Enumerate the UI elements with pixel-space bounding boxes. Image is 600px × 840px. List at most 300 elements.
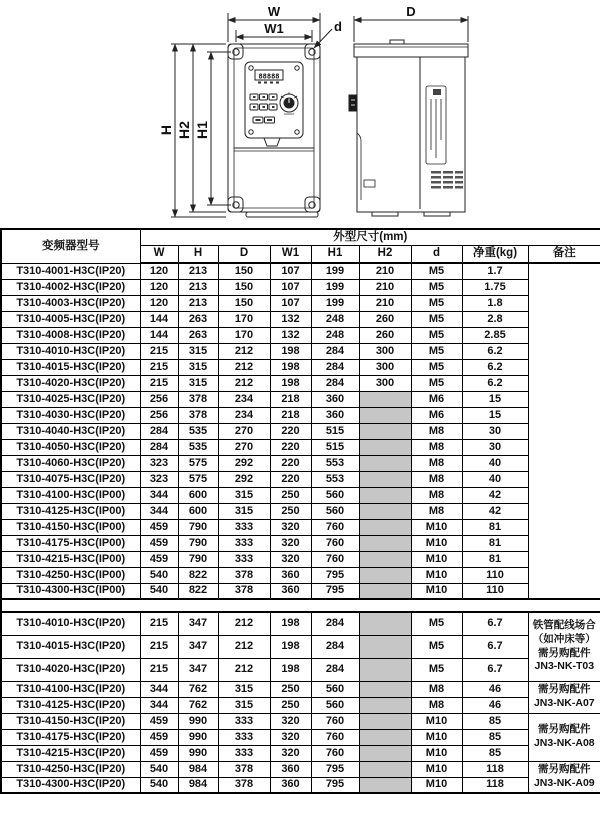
dim-label-h1: H1 xyxy=(194,121,210,139)
dim-cell: 213 xyxy=(178,279,218,295)
table-row xyxy=(1,697,600,713)
dim-cell: 762 xyxy=(178,697,218,713)
table-row xyxy=(1,423,600,439)
dim-cell: 212 xyxy=(218,635,270,658)
dim-cell: 199 xyxy=(311,263,359,279)
dim-cell: 212 xyxy=(218,612,270,635)
h2-blank-cell xyxy=(359,471,411,487)
dim-cell: 263 xyxy=(178,311,218,327)
drawing-svg xyxy=(0,0,600,228)
h2-blank-cell xyxy=(359,535,411,551)
dim-cell: 990 xyxy=(178,745,218,761)
bottom-foot xyxy=(246,212,318,217)
table-row xyxy=(1,407,600,423)
dim-cell: 260 xyxy=(359,327,411,343)
dim-cell: M10 xyxy=(411,551,462,567)
weight-cell: 118 xyxy=(462,761,528,777)
remark-cell: 需另购配件 JN3-NK-A07 xyxy=(528,681,600,713)
dim-cell: M8 xyxy=(411,681,462,697)
model-cell: T310-4175-H3C(IP20) xyxy=(1,729,140,745)
h2-blank-cell xyxy=(359,777,411,793)
dim-cell: M10 xyxy=(411,761,462,777)
weight-cell: 15 xyxy=(462,391,528,407)
weight-cell: 6.2 xyxy=(462,375,528,391)
model-cell: T310-4215-H3C(IP20) xyxy=(1,745,140,761)
dim-cell: 560 xyxy=(311,681,359,697)
dim-cell: 760 xyxy=(311,713,359,729)
dim-cell: 984 xyxy=(178,761,218,777)
dim-cell: 234 xyxy=(218,407,270,423)
dim-cell: 315 xyxy=(218,487,270,503)
weight-cell: 81 xyxy=(462,535,528,551)
weight-cell: 46 xyxy=(462,697,528,713)
dim-cell: M5 xyxy=(411,343,462,359)
model-cell: T310-4040-H3C(IP20) xyxy=(1,423,140,439)
dim-cell: 790 xyxy=(178,535,218,551)
dim-cell: 360 xyxy=(270,567,311,583)
model-cell: T310-4150-H3C(IP20) xyxy=(1,713,140,729)
h2-blank-cell xyxy=(359,439,411,455)
header-col-w: W xyxy=(140,246,178,264)
dim-cell: M5 xyxy=(411,295,462,311)
dim-cell: 284 xyxy=(311,359,359,375)
model-cell: T310-4002-H3C(IP20) xyxy=(1,279,140,295)
model-cell: T310-4005-H3C(IP20) xyxy=(1,311,140,327)
weight-cell: 1.7 xyxy=(462,263,528,279)
h2-blank-cell xyxy=(359,681,411,697)
table-row xyxy=(1,713,600,729)
dim-cell: 344 xyxy=(140,681,178,697)
dim-cell: 199 xyxy=(311,279,359,295)
dim-cell: 250 xyxy=(270,487,311,503)
dim-cell: 270 xyxy=(218,439,270,455)
weight-cell: 81 xyxy=(462,519,528,535)
weight-cell: 110 xyxy=(462,567,528,583)
h2-blank-cell xyxy=(359,519,411,535)
dim-cell: 212 xyxy=(218,343,270,359)
dim-cell: M6 xyxy=(411,391,462,407)
dim-cell: M6 xyxy=(411,407,462,423)
model-cell: T310-4075-H3C(IP20) xyxy=(1,471,140,487)
h2-blank-cell xyxy=(359,567,411,583)
weight-cell: 81 xyxy=(462,551,528,567)
dim-cell: 360 xyxy=(270,777,311,793)
dim-cell: 323 xyxy=(140,471,178,487)
table-row xyxy=(1,761,600,777)
dim-cell: 250 xyxy=(270,503,311,519)
model-cell: T310-4060-H3C(IP20) xyxy=(1,455,140,471)
table-row xyxy=(1,391,600,407)
weight-cell: 118 xyxy=(462,777,528,793)
dim-cell: 459 xyxy=(140,729,178,745)
dim-cell: 215 xyxy=(140,343,178,359)
dim-cell: M5 xyxy=(411,635,462,658)
model-cell: T310-4300-H3C(IP00) xyxy=(1,583,140,599)
dim-cell: 990 xyxy=(178,729,218,745)
weight-cell: 40 xyxy=(462,455,528,471)
dim-cell: M10 xyxy=(411,713,462,729)
dim-cell: 360 xyxy=(270,761,311,777)
dim-cell: M5 xyxy=(411,263,462,279)
dim-cell: 198 xyxy=(270,343,311,359)
dim-cell: 320 xyxy=(270,535,311,551)
dim-cell: 459 xyxy=(140,713,178,729)
dim-cell: 300 xyxy=(359,375,411,391)
h2-blank-cell xyxy=(359,729,411,745)
dim-cell: 198 xyxy=(270,612,311,635)
dim-label-depth: D xyxy=(406,4,416,19)
table-row xyxy=(1,279,600,295)
h2-blank-cell xyxy=(359,745,411,761)
dim-cell: 198 xyxy=(270,375,311,391)
header-col-h1: H1 xyxy=(311,246,359,264)
remark-cell: 铁管配线场合 （如冲床等） 需另购配件 JN3-NK-T03 xyxy=(528,612,600,681)
dim-cell: 210 xyxy=(359,263,411,279)
dim-label-h2: H2 xyxy=(176,121,192,139)
dim-cell: 210 xyxy=(359,295,411,311)
weight-cell: 6.7 xyxy=(462,635,528,658)
weight-cell: 30 xyxy=(462,439,528,455)
table-row xyxy=(1,295,600,311)
dim-cell: 107 xyxy=(270,279,311,295)
model-cell: T310-4030-H3C(IP20) xyxy=(1,407,140,423)
h2-blank-cell xyxy=(359,612,411,635)
table-row xyxy=(1,519,600,535)
table-row xyxy=(1,658,600,681)
dim-cell: 540 xyxy=(140,583,178,599)
dim-cell: 107 xyxy=(270,263,311,279)
dim-cell: 795 xyxy=(311,777,359,793)
model-cell: T310-4010-H3C(IP20) xyxy=(1,612,140,635)
model-cell: T310-4250-H3C(IP00) xyxy=(1,567,140,583)
remark-cell xyxy=(528,263,600,599)
dim-cell: 150 xyxy=(218,279,270,295)
dim-cell: 344 xyxy=(140,503,178,519)
dim-cell: 984 xyxy=(178,777,218,793)
table-row xyxy=(1,551,600,567)
dim-cell: 284 xyxy=(311,635,359,658)
dim-cell: 378 xyxy=(178,391,218,407)
dim-cell: 320 xyxy=(270,551,311,567)
table-row xyxy=(1,263,600,279)
weight-cell: 85 xyxy=(462,745,528,761)
dim-cell: 360 xyxy=(311,407,359,423)
weight-cell: 6.2 xyxy=(462,343,528,359)
header-col-h: H xyxy=(178,246,218,264)
dim-cell: 218 xyxy=(270,391,311,407)
h2-blank-cell xyxy=(359,713,411,729)
model-cell: T310-4100-H3C(IP00) xyxy=(1,487,140,503)
table-row xyxy=(1,375,600,391)
table-row xyxy=(1,455,600,471)
dim-cell: 459 xyxy=(140,551,178,567)
dim-cell: 284 xyxy=(140,439,178,455)
weight-cell: 2.8 xyxy=(462,311,528,327)
dim-label-w: W xyxy=(267,4,281,19)
keypad-buttons xyxy=(250,94,277,123)
dim-cell: 790 xyxy=(178,551,218,567)
dim-cell: 333 xyxy=(218,729,270,745)
dim-cell: 256 xyxy=(140,407,178,423)
dim-cell: 150 xyxy=(218,295,270,311)
mounting-hook xyxy=(349,95,357,111)
h2-blank-cell xyxy=(359,697,411,713)
dim-cell: 540 xyxy=(140,777,178,793)
table-row xyxy=(1,635,600,658)
dim-cell: 333 xyxy=(218,713,270,729)
h2-blank-cell xyxy=(359,487,411,503)
table-row xyxy=(1,681,600,697)
dim-cell: 344 xyxy=(140,697,178,713)
h2-blank-cell xyxy=(359,658,411,681)
dimensions-table-wrap xyxy=(0,228,600,794)
weight-cell: 110 xyxy=(462,583,528,599)
dim-cell: M5 xyxy=(411,359,462,375)
dim-cell: M5 xyxy=(411,279,462,295)
dim-cell: 215 xyxy=(140,658,178,681)
weight-cell: 85 xyxy=(462,713,528,729)
dim-cell: M8 xyxy=(411,697,462,713)
dim-cell: 315 xyxy=(218,503,270,519)
dim-cell: 292 xyxy=(218,471,270,487)
dimension-drawing xyxy=(0,0,600,228)
table-row xyxy=(1,583,600,599)
header-col-d: D xyxy=(218,246,270,264)
dim-cell: 120 xyxy=(140,279,178,295)
dim-cell: 315 xyxy=(218,697,270,713)
dim-cell: 560 xyxy=(311,503,359,519)
dim-cell: M5 xyxy=(411,327,462,343)
table-row xyxy=(1,439,600,455)
dim-cell: 315 xyxy=(178,343,218,359)
dim-label-d-hole: d xyxy=(334,19,342,34)
side-top-cap xyxy=(354,44,468,57)
dim-cell: 220 xyxy=(270,471,311,487)
dim-cell: M5 xyxy=(411,612,462,635)
dim-cell: M10 xyxy=(411,535,462,551)
table-row xyxy=(1,567,600,583)
dim-cell: 378 xyxy=(218,583,270,599)
dim-cell: 215 xyxy=(140,375,178,391)
table-row xyxy=(1,359,600,375)
dim-cell: 170 xyxy=(218,311,270,327)
dim-cell: 600 xyxy=(178,487,218,503)
dim-cell: 459 xyxy=(140,745,178,761)
dim-cell: 315 xyxy=(178,375,218,391)
table-row xyxy=(1,729,600,745)
dim-cell: 795 xyxy=(311,567,359,583)
dim-cell: 790 xyxy=(178,519,218,535)
weight-cell: 42 xyxy=(462,503,528,519)
dim-cell: 270 xyxy=(218,423,270,439)
dim-cell: 378 xyxy=(218,777,270,793)
model-cell: T310-4003-H3C(IP20) xyxy=(1,295,140,311)
dim-cell: M10 xyxy=(411,729,462,745)
dim-cell: 347 xyxy=(178,635,218,658)
dim-cell: 218 xyxy=(270,407,311,423)
table-row xyxy=(1,327,600,343)
dim-label-h: H xyxy=(158,124,174,136)
dim-cell: 760 xyxy=(311,519,359,535)
dim-cell: 320 xyxy=(270,519,311,535)
dim-cell: 284 xyxy=(311,612,359,635)
table-row xyxy=(1,311,600,327)
dim-cell: 132 xyxy=(270,311,311,327)
dim-cell: 107 xyxy=(270,295,311,311)
dim-cell: 540 xyxy=(140,567,178,583)
display-indicators xyxy=(258,82,279,84)
dim-cell: 292 xyxy=(218,455,270,471)
weight-cell: 6.2 xyxy=(462,359,528,375)
weight-cell: 6.7 xyxy=(462,658,528,681)
weight-cell: 1.75 xyxy=(462,279,528,295)
model-cell: T310-4175-H3C(IP00) xyxy=(1,535,140,551)
dim-cell: M8 xyxy=(411,423,462,439)
weight-cell: 85 xyxy=(462,729,528,745)
dim-cell: M10 xyxy=(411,567,462,583)
dim-cell: 378 xyxy=(218,567,270,583)
model-cell: T310-4125-H3C(IP00) xyxy=(1,503,140,519)
dim-cell: 284 xyxy=(311,375,359,391)
header-dims-group: 外型尺寸(mm) xyxy=(140,229,600,246)
model-cell: T310-4215-H3C(IP00) xyxy=(1,551,140,567)
mounting-ears xyxy=(228,44,320,212)
dim-cell: 256 xyxy=(140,391,178,407)
dim-cell: 320 xyxy=(270,713,311,729)
dim-cell: M10 xyxy=(411,583,462,599)
dim-cell: M8 xyxy=(411,455,462,471)
model-cell: T310-4100-H3C(IP20) xyxy=(1,681,140,697)
vent-slats xyxy=(431,171,463,189)
dim-cell: M10 xyxy=(411,519,462,535)
dim-cell: 300 xyxy=(359,359,411,375)
weight-cell: 30 xyxy=(462,423,528,439)
dim-cell: 220 xyxy=(270,423,311,439)
dim-cell: 198 xyxy=(270,658,311,681)
dim-cell: 220 xyxy=(270,439,311,455)
dim-cell: 795 xyxy=(311,583,359,599)
h2-blank-cell xyxy=(359,407,411,423)
model-cell: T310-4300-H3C(IP20) xyxy=(1,777,140,793)
dim-cell: M8 xyxy=(411,471,462,487)
dim-cell: 347 xyxy=(178,612,218,635)
model-cell: T310-4050-H3C(IP20) xyxy=(1,439,140,455)
dim-cell: 333 xyxy=(218,551,270,567)
dim-cell: M8 xyxy=(411,487,462,503)
header-model: 变频器型号 xyxy=(1,229,140,263)
dim-cell: 263 xyxy=(178,327,218,343)
h2-blank-cell xyxy=(359,423,411,439)
dim-cell: 320 xyxy=(270,729,311,745)
table-row xyxy=(1,745,600,761)
header-col-h2: H2 xyxy=(359,246,411,264)
dim-cell: M5 xyxy=(411,658,462,681)
table-row xyxy=(1,503,600,519)
dim-cell: 760 xyxy=(311,745,359,761)
h2-blank-cell xyxy=(359,761,411,777)
dim-cell: 170 xyxy=(218,327,270,343)
dim-cell: 575 xyxy=(178,455,218,471)
dim-cell: 234 xyxy=(218,391,270,407)
dim-cell: 795 xyxy=(311,761,359,777)
dim-cell: 210 xyxy=(359,279,411,295)
table-row xyxy=(1,471,600,487)
dim-cell: M5 xyxy=(411,375,462,391)
dim-cell: 333 xyxy=(218,745,270,761)
dim-cell: 347 xyxy=(178,658,218,681)
dim-cell: 120 xyxy=(140,295,178,311)
weight-cell: 42 xyxy=(462,487,528,503)
h2-blank-cell xyxy=(359,583,411,599)
h2-blank-cell xyxy=(359,503,411,519)
weight-cell: 6.7 xyxy=(462,612,528,635)
dim-cell: M10 xyxy=(411,777,462,793)
dim-cell: 250 xyxy=(270,681,311,697)
dim-cell: 198 xyxy=(270,635,311,658)
table-row xyxy=(1,612,600,635)
dim-cell: 260 xyxy=(359,311,411,327)
model-cell: T310-4008-H3C(IP20) xyxy=(1,327,140,343)
dim-cell: 198 xyxy=(270,359,311,375)
dim-cell: 990 xyxy=(178,713,218,729)
dim-label-w1: W1 xyxy=(264,21,284,36)
dim-cell: 553 xyxy=(311,455,359,471)
table-row xyxy=(1,535,600,551)
dim-cell: 535 xyxy=(178,423,218,439)
spacer-row xyxy=(1,599,600,612)
dim-cell: 220 xyxy=(270,455,311,471)
model-cell: T310-4015-H3C(IP20) xyxy=(1,359,140,375)
panel-latch xyxy=(264,138,280,146)
dim-cell: 459 xyxy=(140,535,178,551)
dim-cell: 540 xyxy=(140,761,178,777)
table-row xyxy=(1,487,600,503)
dim-cell: 535 xyxy=(178,439,218,455)
dim-cell: 760 xyxy=(311,729,359,745)
dim-cell: 459 xyxy=(140,519,178,535)
display-digits: 88888 xyxy=(258,72,280,81)
dim-cell: 284 xyxy=(311,658,359,681)
model-cell: T310-4001-H3C(IP20) xyxy=(1,263,140,279)
dim-cell: 378 xyxy=(218,761,270,777)
dim-cell: 762 xyxy=(178,681,218,697)
dim-cell: M10 xyxy=(411,745,462,761)
dim-cell: 215 xyxy=(140,359,178,375)
model-cell: T310-4020-H3C(IP20) xyxy=(1,375,140,391)
dim-cell: 248 xyxy=(311,327,359,343)
dim-cell: M8 xyxy=(411,439,462,455)
weight-cell: 46 xyxy=(462,681,528,697)
dim-cell: 600 xyxy=(178,503,218,519)
front-view xyxy=(228,44,320,217)
dim-cell: 560 xyxy=(311,697,359,713)
dim-cell: 333 xyxy=(218,535,270,551)
dim-cell: 250 xyxy=(270,697,311,713)
dim-cell: 144 xyxy=(140,311,178,327)
weight-cell: 2.85 xyxy=(462,327,528,343)
table-row xyxy=(1,777,600,793)
h2-blank-cell xyxy=(359,391,411,407)
dim-cell: M5 xyxy=(411,311,462,327)
dim-cell: 213 xyxy=(178,295,218,311)
dim-cell: 320 xyxy=(270,745,311,761)
model-cell: T310-4125-H3C(IP20) xyxy=(1,697,140,713)
dim-cell: 360 xyxy=(311,391,359,407)
weight-cell: 15 xyxy=(462,407,528,423)
dim-cell: 760 xyxy=(311,551,359,567)
dim-cell: 333 xyxy=(218,519,270,535)
dim-cell: 760 xyxy=(311,535,359,551)
